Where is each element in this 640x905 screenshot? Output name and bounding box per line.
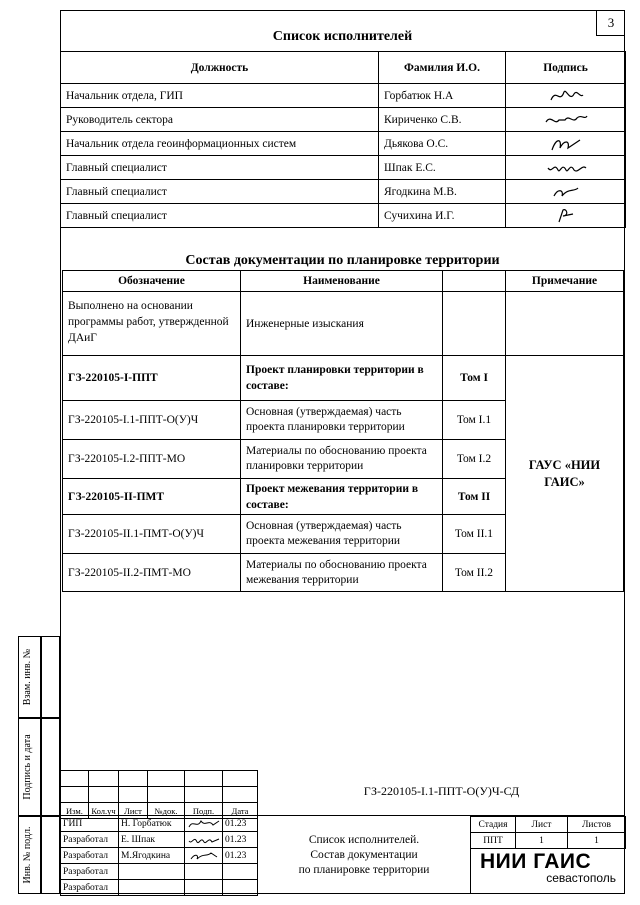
executor-position: Главный специалист <box>61 204 379 228</box>
doc-name: Проект межевания территории в составе: <box>241 479 443 515</box>
executor-name: Сучихина И.Г. <box>379 204 506 228</box>
executor-name: Ягодкина М.В. <box>379 180 506 204</box>
executors-header-name: Фамилия И.О. <box>379 52 506 84</box>
executor-position: Главный специалист <box>61 180 379 204</box>
stamp-role: Разработал <box>61 864 119 880</box>
doc-volume: Том I.1 <box>443 401 506 440</box>
doc-code: ГЗ-220105-I-ППТ <box>63 356 241 401</box>
signature-icon <box>506 108 626 132</box>
stamp-date <box>223 864 258 880</box>
side-label-signature-date: Подпись и дата <box>22 734 33 800</box>
table-row <box>63 356 624 401</box>
doc-code: ГЗ-220105-II-ПМТ <box>63 479 241 515</box>
stamp-col-podp: Подп. <box>185 803 223 819</box>
executor-position: Главный специалист <box>61 156 379 180</box>
side-label-inventory: Инв. № подл. <box>22 826 33 884</box>
docs-header-volume <box>443 271 506 292</box>
stamp-sheets-label: Листов <box>568 817 626 833</box>
stamp-stage-header-row <box>471 817 626 833</box>
stamp-person-name: Н. Горбатюк <box>119 816 185 832</box>
doc-name: Проект планировки территории в составе: <box>241 356 443 401</box>
table-row <box>61 864 258 880</box>
doc-name: Инженерные изыскания <box>241 292 443 356</box>
company-logo <box>480 852 622 884</box>
side-strip-cell-3b <box>41 816 60 894</box>
docs-table <box>62 270 624 592</box>
logo-sub-text: севастополь <box>546 871 616 885</box>
signature-icon <box>506 84 626 108</box>
docs-header-name: Наименование <box>241 271 443 292</box>
signature-icon <box>185 848 223 864</box>
executor-position: Начальник отдела геоинформационных систем <box>61 132 379 156</box>
side-strip-cell-1b <box>41 636 60 718</box>
doc-volume: Том I <box>443 356 506 401</box>
stamp-sheet-value: 1 <box>516 833 568 849</box>
stamp-col-list: Лист <box>119 803 148 819</box>
executor-name: Горбатюк Н.А <box>379 84 506 108</box>
side-label-replacement: Взам. инв. № <box>22 648 33 706</box>
table-row <box>61 832 258 848</box>
signature-icon <box>506 180 626 204</box>
stamp-col-izm: Изм. <box>61 803 89 819</box>
stamp-stage-table <box>470 816 626 849</box>
table-row <box>61 156 626 180</box>
table-row <box>61 204 626 228</box>
docs-header-row <box>63 271 624 292</box>
executors-header-row <box>61 52 626 84</box>
stamp-person-name <box>119 880 185 896</box>
signature-icon <box>185 832 223 848</box>
table-row <box>61 848 258 864</box>
docs-header-code: Обозначение <box>63 271 241 292</box>
doc-name: Основная (утверждаемая) часть проекта планировки территории <box>241 401 443 440</box>
stamp-title-line: Состав документации <box>310 849 418 861</box>
stamp-empty-row <box>61 787 258 803</box>
signature-icon <box>506 204 626 228</box>
table-row <box>61 816 258 832</box>
doc-volume <box>443 292 506 356</box>
stamp-stage-value-row <box>471 833 626 849</box>
stamp-role: Разработал <box>61 832 119 848</box>
signature-icon <box>185 816 223 832</box>
executors-header-position: Должность <box>61 52 379 84</box>
doc-name: Материалы по обоснованию проекта планировки территории <box>241 440 443 479</box>
doc-code: ГЗ-220105-II.1-ПМТ-О(У)Ч <box>63 515 241 554</box>
doc-volume: Том II.1 <box>443 515 506 554</box>
stamp-role: Разработал <box>61 880 119 896</box>
signature-icon <box>506 132 626 156</box>
doc-volume: Том I.2 <box>443 440 506 479</box>
stamp-person-name <box>119 864 185 880</box>
table-row <box>61 84 626 108</box>
page-number: 3 <box>596 10 625 36</box>
table-row <box>61 132 626 156</box>
docs-title: Состав документации по планировке территории <box>185 253 500 268</box>
docs-header-note: Примечание <box>506 271 624 292</box>
signature-icon <box>506 156 626 180</box>
table-row <box>61 180 626 204</box>
executors-table <box>60 51 626 228</box>
stamp-col-ndoc: №док. <box>148 803 185 819</box>
doc-note-empty <box>506 292 624 356</box>
stamp-code: ГЗ-220105-I.1-ППТ-О(У)Ч-СД <box>363 784 520 798</box>
stamp-empty-row <box>61 771 258 787</box>
doc-code: ГЗ-220105-I.1-ППТ-О(У)Ч <box>63 401 241 440</box>
doc-name: Материалы по обоснованию проекта межевания территории <box>241 554 443 592</box>
stamp-date <box>223 880 258 896</box>
executors-title: Список исполнителей <box>272 29 413 44</box>
stamp-sheets-value: 1 <box>568 833 626 849</box>
stamp-change-grid <box>60 770 258 819</box>
executor-position: Начальник отдела, ГИП <box>61 84 379 108</box>
stamp-role: Разработал <box>61 848 119 864</box>
stamp-stage-value: ППТ <box>471 833 516 849</box>
stamp-title-line: Список исполнителей. <box>308 834 420 846</box>
stamp-date: 01.23 <box>223 816 258 832</box>
stamp-col-kolich: Кол.уч <box>89 803 119 819</box>
stamp-title-divider <box>470 816 471 894</box>
doc-note: ГАУС «НИИ ГАИС» <box>506 356 624 592</box>
stamp-people-grid <box>60 815 258 896</box>
doc-volume: Том II.2 <box>443 554 506 592</box>
stamp-date: 01.23 <box>223 848 258 864</box>
table-row <box>63 292 624 356</box>
stamp-date: 01.23 <box>223 832 258 848</box>
stamp-person-name: Е. Шпак <box>119 832 185 848</box>
stamp-sheet-label: Лист <box>516 817 568 833</box>
executor-position: Руководитель сектора <box>61 108 379 132</box>
stamp-stage-label: Стадия <box>471 817 516 833</box>
stamp-title-line: по планировке территории <box>298 864 430 876</box>
executors-header-signature: Подпись <box>506 52 626 84</box>
executor-name: Шпак Е.С. <box>379 156 506 180</box>
executor-name: Дьякова О.С. <box>379 132 506 156</box>
stamp-person-name: М.Ягодкина <box>119 848 185 864</box>
stamp-col-data: Дата <box>223 803 258 819</box>
doc-code: ГЗ-220105-II.2-ПМТ-МО <box>63 554 241 592</box>
doc-code: Выполнено на основании программы работ, утвержденной ДАиГ <box>63 292 241 356</box>
table-row <box>61 880 258 896</box>
table-row <box>61 108 626 132</box>
logo-main-text: НИИ ГАИС <box>480 850 592 873</box>
side-strip-cell-2b <box>41 718 60 816</box>
doc-name: Основная (утверждаемая) часть проекта межевания территории <box>241 515 443 554</box>
doc-code: ГЗ-220105-I.2-ППТ-МО <box>63 440 241 479</box>
doc-volume: Том II <box>443 479 506 515</box>
executor-name: Кириченко С.В. <box>379 108 506 132</box>
stamp-role: ГИП <box>61 816 119 832</box>
stamp-block <box>60 770 625 894</box>
